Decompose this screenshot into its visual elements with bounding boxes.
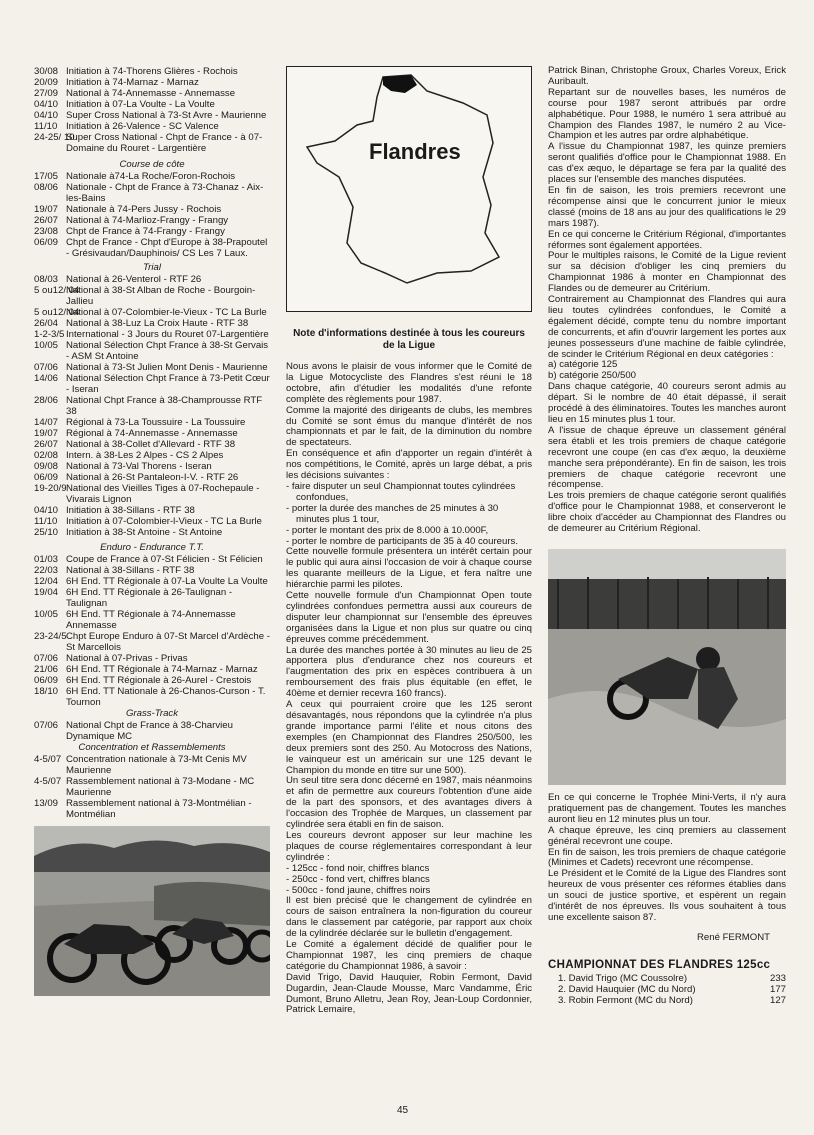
event-date: 10/05 xyxy=(34,340,59,351)
signature: René FERMONT xyxy=(696,931,770,943)
event-date: 09/08 xyxy=(34,461,59,472)
calendar-event xyxy=(34,472,270,483)
calendar-event xyxy=(34,99,270,110)
event-date: 07/06 xyxy=(34,653,59,664)
calendar-event xyxy=(34,77,270,88)
paragraph: La durée des manches portée à 30 minutes au lieu de 25 apportera plus d'endurance chez nos coureurs et l'augmentation des prix en espèces contribuera à un remboursement des frais plus équitable (en effet, le 40ème et dernier recevra 160 francs). xyxy=(286,644,532,700)
section-title-concentration: Concentration et Rassemblements xyxy=(78,742,226,753)
paragraph: En fin de saison, les trois premiers recevront une récompense ainsi que le concurrent junior le mieux classé (moins de 18 ans au jour des qualifications le 29 mars 1987). xyxy=(548,184,786,229)
event-text: National à 07-Colombier-le-Vieux - TC La Burle xyxy=(66,307,267,318)
paragraph: En ce qui concerne le Trophée Mini-Verts, il n'y aura pratiquement pas de changement. Toutes les manches auront lieu en 12 minutes plus un tour. xyxy=(548,791,786,825)
paragraph: A ceux qui pourraient croire que les 125 seront désavantagés, nous répondons que la cylindrée n'a plus grande importance parmi l'élite et nous citons des exemples (en Championnat des Flandres 250/500, les deux premiers sont des 250. Au Motocross des Nations, le vainqueur est un américain sur une 125 devant le Champion du monde en titre sur une 500). xyxy=(286,699,532,776)
event-date: 07/06 xyxy=(34,362,59,373)
calendar-event xyxy=(34,516,270,527)
event-text: Régional à 73-La Toussuire - La Toussuire xyxy=(66,417,246,428)
event-text: National Chpt de France à 38-Charvieu Dynamique MC xyxy=(66,720,233,742)
event-date: 14/06 xyxy=(34,373,59,384)
list-item: - 250cc - fond vert, chiffres blancs xyxy=(286,873,430,885)
paragraph: Cette nouvelle formule présentera un intérêt certain pour le public qui aura ainsi l'occasion de voir à chaque course les quarante meilleurs de la Ligue, et fera naître une hiérarchie parmi les pilotes. xyxy=(286,546,532,591)
event-date: 08/06 xyxy=(34,182,59,193)
calendar-event xyxy=(34,461,270,472)
event-text: Coupe de France à 07-St Félicien - St Félicien xyxy=(66,554,263,565)
calendar-event xyxy=(34,171,270,182)
event-text: International - 3 Jours du Rouret 07-Largentière xyxy=(66,329,269,340)
event-date: 23-24/5 xyxy=(34,631,67,642)
notice-paras-d xyxy=(548,66,786,360)
event-date: 07/06 xyxy=(34,720,59,731)
event-date: 06/09 xyxy=(34,675,59,686)
calendar-event xyxy=(34,587,270,609)
calendar-event xyxy=(34,527,270,538)
paragraph: En conséquence et afin d'apporter un regain d'intérêt à nos compétitions, le Comité, après un large débat, a pris les décisions suivantes : xyxy=(286,448,532,482)
list-item: - faire disputer un seul Championnat toutes cylindrées confondues, xyxy=(286,480,516,503)
calendar-event xyxy=(34,362,270,373)
calendar-event xyxy=(34,66,270,77)
calendar-event xyxy=(34,483,270,505)
france-outline-icon xyxy=(287,67,531,311)
paragraph: Les trois premiers de chaque catégorie seront qualifiés d'office pour le Championnat 1988, et conserveront le libre choix d'accéder au Championnat des Flandres ou de demeurer au Critérium Régional. xyxy=(548,490,786,535)
event-text: National à 74-Marlioz-Frangy - Frangy xyxy=(66,215,229,226)
paragraph: Pour le multiples raisons, le Comité de la Ligue revient sur sa décision d'obliger les cinq premiers du Championnat 1986 à monter en Championnat des Flandes ou de demeurer au Critérium. xyxy=(548,250,786,295)
paragraph: Nous avons le plaisir de vous informer que le Comité de la Ligue Motocycliste des Flandres s'est réuni le 18 octobre, afin d'étudier les modalités d'une refonte complète des règlements pour 1987. xyxy=(286,361,532,405)
event-date: 04/10 xyxy=(34,99,59,110)
trial-list xyxy=(34,274,270,538)
notice-paras-f xyxy=(548,793,786,924)
event-text: Initiation à 38-Sillans - RTF 38 xyxy=(66,505,195,516)
event-text: National à 73-St Julien Mont Denis - Maurienne xyxy=(66,362,268,373)
event-date: 25/10 xyxy=(34,527,59,538)
event-date: 26/07 xyxy=(34,439,59,450)
calendar-event xyxy=(34,450,270,461)
event-text: National à 73-Val Thorens - Iseran xyxy=(66,461,212,472)
page-number: 45 xyxy=(397,1105,409,1116)
calendar-event xyxy=(34,88,270,99)
event-date: 06/09 xyxy=(34,237,59,248)
championship-title: CHAMPIONNAT DES FLANDRES 125cc xyxy=(548,958,771,971)
calendar-event xyxy=(34,631,270,653)
event-text: Initiation à 74-Thorens Glières - Rochois xyxy=(66,66,238,77)
event-date: 11/10 xyxy=(34,121,58,132)
list-item: - porter le nombre de participants de 35 à 40 coureurs. xyxy=(286,535,518,547)
event-text: National à 38-Collet d'Allevard - RTF 38 xyxy=(66,439,236,450)
list-item: - 500cc - fond jaune, chiffres noirs xyxy=(286,884,431,896)
event-date: 13/09 xyxy=(34,798,59,809)
rider-name: 3. Robin Fermont (MC du Nord) xyxy=(558,994,693,1006)
event-text: Super Cross National - Chpt de France - à 07-Domaine du Rouret - Largentière xyxy=(66,132,263,154)
motorcycles-photo xyxy=(34,826,270,996)
event-text: National à 26-Venterol - RTF 26 xyxy=(66,274,202,285)
event-date: 04/10 xyxy=(34,505,59,516)
paragraph: Patrick Binan, Christophe Groux, Charles Voreux, Erick Auribault. xyxy=(548,65,786,87)
paragraph: Le Comité a également décidé de qualifier pour le Championnat 1987, les cinq premiers de chaque catégorie du Championnat 1986, à savoir : xyxy=(286,939,532,972)
event-text: National à 07-Privas - Privas xyxy=(66,653,188,664)
paragraph: Un seul titre sera donc décerné en 1987, mais néanmoins et afin de permettre aux coureurs l'obtention d'une aide de la part des sponsors, et des avantages divers à l'occasion des Trophée de Marques, un classement par cylindrée sera établi en fin de saison. xyxy=(286,775,532,831)
calendar-event xyxy=(34,226,270,237)
event-date: 5 ou12/ 04 xyxy=(34,285,80,296)
event-text: National Chpt France à 38-Champrousse RTF 38 xyxy=(66,395,263,417)
event-date: 4-5/07 xyxy=(34,776,62,787)
calendar-event xyxy=(34,110,270,121)
event-date: 23/08 xyxy=(34,226,59,237)
paragraph: Repartant sur de nouvelles bases, les numéros de course pour 1987 seront attribués par ordre alphabétique. Pour 1988, le numéro 1 sera attribué au Champion des Flandes 1987, le numéro 2 au Vice-Champion et les autres par ordre alphabétique. xyxy=(548,86,786,142)
calendar-event xyxy=(34,373,270,395)
calendar-event xyxy=(34,318,270,329)
calendar-event xyxy=(34,565,270,576)
grass-list xyxy=(34,720,270,742)
calendar-event xyxy=(34,675,270,686)
flandres-map xyxy=(286,66,532,312)
notice-paras-a xyxy=(286,362,532,482)
event-date: 21/06 xyxy=(34,664,59,675)
paragraph: Il est bien précisé que le changement de cylindrée en cours de saison entraînera la non-figuration du coureur dans le classement par catégorie, par rapport aux choix de la cylindrée déclarée sur le bulletin d'engagement. xyxy=(286,895,532,940)
calendar-event xyxy=(34,307,270,318)
notice-title: Note d'informations destinée à tous les coureurs de la Ligue xyxy=(293,328,525,351)
paragraph: Cette nouvelle formule d'un Championnat Open toute cylindrées confondues permettra aussi aux coureurs de disputer leur championnat sur l'ensemble des épreuves organisées dans la Ligue et non plus sur quatre ou cinq épreuves comme précédemment. xyxy=(286,590,532,645)
notice-paras-c xyxy=(286,896,532,1016)
rider-points: 233 xyxy=(769,972,786,984)
event-date: 11/10 xyxy=(34,516,58,527)
event-date: 14/07 xyxy=(34,417,59,428)
section-title-cote: Course de côte xyxy=(119,159,185,170)
event-date: 5 ou12/ 04 xyxy=(34,307,80,318)
calendar-event xyxy=(34,329,270,340)
event-date: 19/07 xyxy=(34,204,59,215)
event-text: 6H End. TT Nationale à 26-Chanos-Curson - T. Tournon xyxy=(66,686,266,708)
event-text: Nationale à74-La Roche/Foron-Rochois xyxy=(66,171,236,182)
calendar-event xyxy=(34,204,270,215)
cote-list xyxy=(34,171,270,259)
ranking-row xyxy=(548,984,786,995)
list-item: b) catégorie 250/500 xyxy=(548,370,637,382)
notice-column-continued xyxy=(548,66,786,1006)
event-text: National Sélection Chpt France à 38-St Gervais - ASM St Antoine xyxy=(66,340,269,362)
event-text: 6H End. TT Régionale à 26-Aurel - Crestois xyxy=(66,675,252,686)
paragraph: En ce qui concerne le Critérium Régional, d'importantes réformes sont également apportées. xyxy=(548,228,786,251)
calendar-event xyxy=(34,132,270,154)
event-text: Super Cross National à 73-St Avre - Maurienne xyxy=(66,110,267,121)
event-text: Chpt Europe Enduro à 07-St Marcel d'Ardèche - St Marcellois xyxy=(66,631,270,653)
event-date: 22/03 xyxy=(34,565,59,576)
paragraph: En fin de saison, les trois premiers de chaque catégorie (Minimes et Cadets) recevront une récompense. xyxy=(548,846,786,869)
event-text: National à 38-St Alban de Roche - Bourgoin-Jallieu xyxy=(66,285,256,307)
section-title-enduro: Enduro - Endurance T.T. xyxy=(100,542,204,553)
event-text: Intern. à 38-Les 2 Alpes - CS 2 Alpes xyxy=(66,450,224,461)
paragraph: Les coureurs devront apposer sur leur machine les plaques de course réglementaires correspondant à leur cylindrée : xyxy=(286,829,532,863)
calendar-event xyxy=(34,505,270,516)
enduro-list xyxy=(34,554,270,708)
ranking-list xyxy=(548,973,786,1006)
event-date: 08/03 xyxy=(34,274,59,285)
ranking-row xyxy=(548,973,786,984)
paragraph: A chaque épreuve, les cinq premiers au classement général recevront une coupe. xyxy=(548,824,786,847)
section-title-trial: Trial xyxy=(143,262,161,273)
event-text: National à 38-Sillans - RTF 38 xyxy=(66,565,195,576)
calendar-event xyxy=(34,121,270,132)
plates-list xyxy=(286,864,532,897)
calendar-event xyxy=(34,215,270,226)
list-item: - porter la durée des manches de 25 minutes à 30 minutes plus 1 tour, xyxy=(286,502,499,525)
event-text: Nationale à 74-Pers Jussy - Rochois xyxy=(66,204,222,215)
event-text: Initiation à 26-Valence - SC Valence xyxy=(66,121,219,132)
calendar-event xyxy=(34,182,270,204)
notice-paras-b xyxy=(286,547,532,863)
event-text: Initiation à 07-Colombier-l-Vieux - TC La Burle xyxy=(66,516,262,527)
calendar-column xyxy=(34,66,270,996)
paragraph: David Trigo, David Hauquier, Robin Fermont, David Dugardin, Jean-Claude Mousse, Marc Vandamme, Éric Dumont, Bruno Alletru, Jean Roy, Jean-Loup Cordonnier, Patrick Lemaire, xyxy=(286,971,532,1016)
calendar-event xyxy=(34,664,270,675)
event-date: 4-5/07 xyxy=(34,754,62,765)
calendar-event xyxy=(34,395,270,417)
event-text: National des Vieilles Tiges à 07-Rochepaule - Vivarais Lignon xyxy=(66,483,260,505)
calendar-event xyxy=(34,340,270,362)
event-date: 12/04 xyxy=(34,576,59,587)
event-text: Initiation à 74-Marnaz - Marnaz xyxy=(66,77,199,88)
calendar-event xyxy=(34,653,270,664)
event-date: 19-20/9 xyxy=(34,483,67,494)
notice-paras-e xyxy=(548,382,786,535)
calendar-event xyxy=(34,776,270,798)
section-title-grass: Grass-Track xyxy=(125,708,179,719)
decisions-list xyxy=(286,482,532,547)
event-text: 6H End. TT Régionale à 26-Taulignan - Taulignan xyxy=(66,587,233,609)
calendar-event xyxy=(34,417,270,428)
rider-points: 177 xyxy=(769,983,786,995)
calendar-event xyxy=(34,274,270,285)
event-date: 20/09 xyxy=(34,77,59,88)
event-date: 24-25/ 10 xyxy=(34,132,75,143)
event-date: 30/08 xyxy=(34,66,59,77)
categories-list xyxy=(548,360,786,382)
event-text: Initiation à 38-St Antoine - St Antoine xyxy=(66,527,223,538)
calendar-event xyxy=(34,754,270,776)
event-date: 01/03 xyxy=(34,554,59,565)
event-text: Rassemblement national à 73-Modane - MC Maurienne xyxy=(66,776,255,798)
event-text: Chpt de France - Chpt d'Europe à 38-Prapoutel - Grésivaudan/Dauphinois/ CS Les 7 Laux. xyxy=(66,237,268,259)
calendar-event xyxy=(34,428,270,439)
event-text: 6H End. TT Régionale à 74-Annemasse Annemasse xyxy=(66,609,236,631)
calendar-event xyxy=(34,686,270,708)
event-date: 27/09 xyxy=(34,88,59,99)
event-date: 19/07 xyxy=(34,428,59,439)
calendar-event xyxy=(34,237,270,259)
event-date: 19/04 xyxy=(34,587,59,598)
event-date: 10/05 xyxy=(34,609,59,620)
event-date: 1-2-3/5 xyxy=(34,329,65,340)
event-text: 6H End. TT Régionale à 74-Marnaz - Marnaz xyxy=(66,664,258,675)
event-text: Concentration nationale à 73-Mt Cenis MV Maurienne xyxy=(66,754,247,776)
rider-name: 1. David Trigo (MC Coussolre) xyxy=(558,972,688,984)
event-text: Régional à 74-Annemasse - Annemasse xyxy=(66,428,238,439)
list-item: - porter le montant des prix de 8.000 à 10.000F, xyxy=(286,524,489,536)
map-label: Flandres xyxy=(369,139,461,164)
list-item: - 125cc - fond noir, chiffres blancs xyxy=(286,862,430,874)
calendar-event xyxy=(34,439,270,450)
event-date: 28/06 xyxy=(34,395,59,406)
calendar-event xyxy=(34,609,270,631)
event-date: 04/10 xyxy=(34,110,59,121)
event-text: Nationale - Chpt de France à 73-Chanaz - Aix-les-Bains xyxy=(66,182,264,204)
notice-column xyxy=(286,66,532,1016)
event-date: 18/10 xyxy=(34,686,59,697)
calendar-event xyxy=(34,798,270,820)
concentration-list xyxy=(34,754,270,820)
event-date: 26/04 xyxy=(34,318,59,329)
event-date: 02/08 xyxy=(34,450,59,461)
event-text: 6H End. TT Régionale à 07-La Voulte La Voulte xyxy=(66,576,268,587)
calendar-event xyxy=(34,285,270,307)
paragraph: A l'issue de chaque épreuve un classement général sera établi et les trois premiers de chaque catégorie recevront une coupe (en cas d'ex æquo, la deuxième manche sera prépondérante). En fin de saison, les trois premiers de chaque catégorie recevront une récompense. xyxy=(548,424,786,491)
event-date: 06/09 xyxy=(34,472,59,483)
event-text: National Sélection Chpt France à 73-Petit Cœur - Iseran xyxy=(66,373,270,395)
rider-name: 2. David Hauquier (MC du Nord) xyxy=(558,983,696,995)
calendar-event xyxy=(34,720,270,742)
motocross-photo xyxy=(548,549,786,785)
list-item: a) catégorie 125 xyxy=(548,359,618,371)
event-text: National à 74-Annemasse - Annemasse xyxy=(66,88,236,99)
paragraph: Dans chaque catégorie, 40 coureurs seront admis au départ. Si le nombre de 40 était dépassé, il serait procédé à des éliminatoires. Toutes les manches auront lieu en 15 minutes plus 1 tour. xyxy=(548,381,786,425)
rider-points: 127 xyxy=(769,994,786,1006)
event-date: 17/05 xyxy=(34,171,59,182)
event-text: Initiation à 07-La Voulte - La Voulte xyxy=(66,99,215,110)
paragraph: Contrairement au Championnat des Flandres qui aura lieu toutes cylindrées confondues, le Comité a également décidé, compte tenu du nombre important de concurrents, et afin d'ouvrir largement les portes aux jeunes possesseurs d'une machine de faible cylindrée, de scinder le Critérium Régional en deux catégories : xyxy=(548,294,786,360)
ranking-row xyxy=(548,995,786,1006)
paragraph: Le Président et le Comité de la Ligue des Flandres sont heureux de vous présenter ces réformes établies dans un souci de justice sportive, et espèrent un regain d'intérêt de nos épreuves. Ils vous souhaitent à tous une excellente saison 87. xyxy=(548,868,786,923)
event-text: National à 38-Luz La Croix Haute - RTF 38 xyxy=(66,318,249,329)
initiation-list xyxy=(34,66,270,154)
paragraph: Comme la majorité des dirigeants de clubs, les membres du Comité se sont émus du manque d'intérêt de nos championnats et par le fait, de la diminution du nombre de spectateurs. xyxy=(286,404,532,449)
event-text: Rassemblement national à 73-Montmélian - Montmélian xyxy=(66,798,252,820)
event-text: Chpt de France à 74-Frangy - Frangy xyxy=(66,226,225,237)
event-text: National à 26-St Pantaleon-I-V. - RTF 26 xyxy=(66,472,239,483)
event-date: 26/07 xyxy=(34,215,59,226)
calendar-event xyxy=(34,576,270,587)
paragraph: A l'issue du Championnat 1987, les quinze premiers seront qualifiés d'office pour le Championnat 1988. En cas d'ex æquo, le départage se fera par la qualité des places sur l'ensemble des manches disputées. xyxy=(548,141,786,186)
calendar-event xyxy=(34,554,270,565)
